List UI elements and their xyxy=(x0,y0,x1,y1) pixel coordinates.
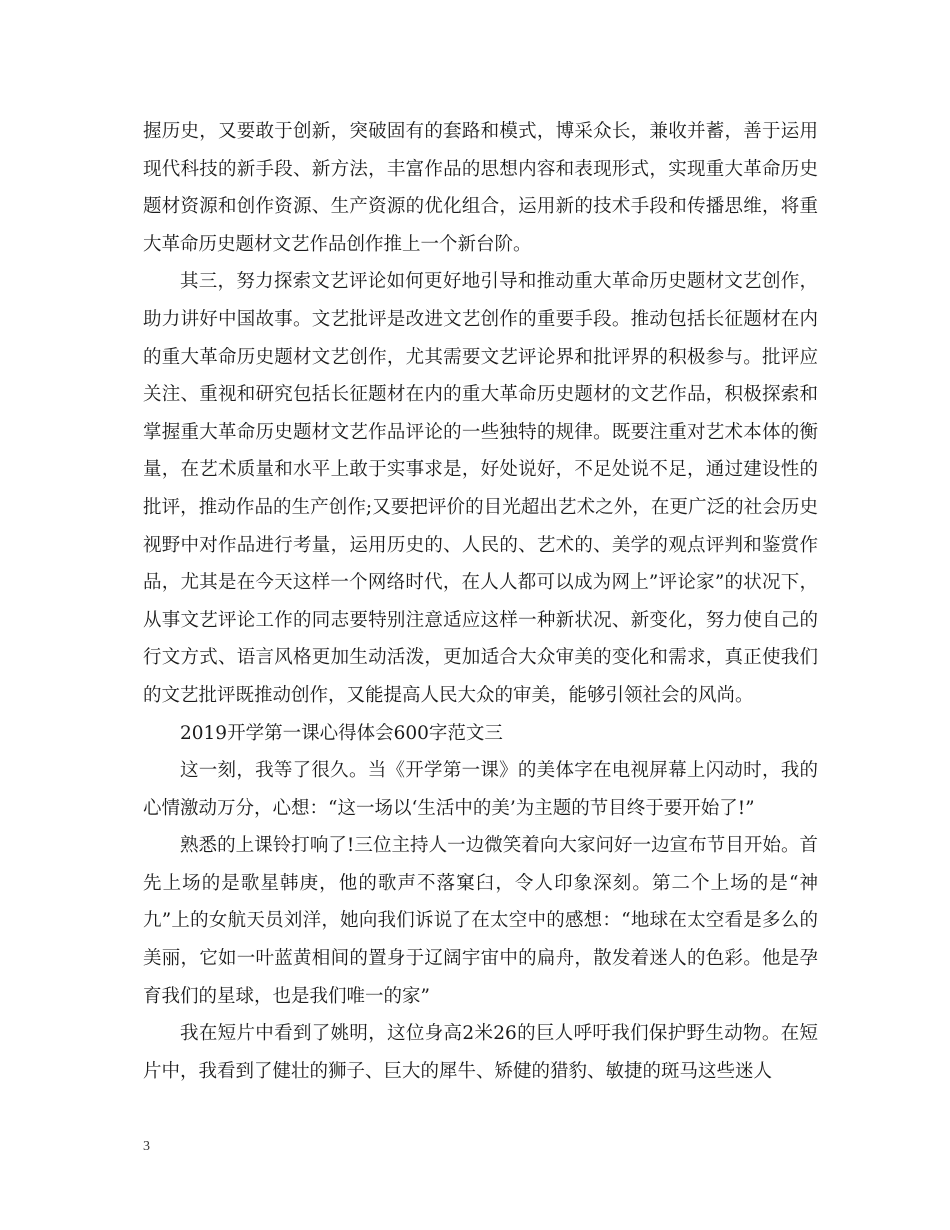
paragraph-yao-ming: 我在短片中看到了姚明，这位身高2米26的巨人呼吁我们保护野生动物。在短片中，我看到了健壮的狮子、巨大的犀牛、矫健的猎豹、敏捷的斑马这些迷人 xyxy=(143,1023,818,1082)
paragraph-program-start: 熟悉的上课铃打响了!三位主持人一边微笑着向大家问好一边宣布节目开始。首先上场的是歌星韩庚，他的歌声不落窠臼，令人印象深刻。第二个上场的是“神九”上的女航天员刘洋，她向我们诉说了在太空中的感想：“地球在太空看是多么的美丽，它如一叶蓝黄相间的置身于辽阔宇宙中的扁舟，散发着迷人的色彩。他是孕育我们的星球，也是我们唯一的家” xyxy=(143,835,818,1007)
paragraph-opening: 这一刻，我等了很久。当《开学第一课》的美体字在电视屏幕上闪动时，我的心情激动万分，心想：“这一场以‘生活中的美’为主题的节目终于要开始了!” xyxy=(143,760,818,819)
document-body xyxy=(143,113,818,1090)
section-heading: 2019开学第一课心得体会600字范文三 xyxy=(180,722,503,744)
paragraph-continuation: 握历史，又要敢于创新，突破固有的套路和模式，博采众长，兼收并蓄，善于运用现代科技的新手段、新方法，丰富作品的思想内容和表现形式，实现重大革命历史题材资源和创作资源、生产资源的优化组合，运用新的技术手段和传播思维，将重大革命历史题材文艺作品创作推上一个新台阶。 xyxy=(143,121,818,255)
paragraph-literary-criticism: 其三，努力探索文艺评论如何更好地引导和推动重大革命历史题材文艺创作，助力讲好中国故事。文艺批评是改进文艺创作的重要手段。推动包括长征题材在内的重大革命历史题材文艺创作，尤其需要文艺评论界和批评界的积极参与。批评应关注、重视和研究包括长征题材在内的重大革命历史题材的文艺作品，积极探索和掌握重大革命历史题材文艺作品评论的一些独特的规律。既要注重对艺术本体的衡量，在艺术质量和水平上敢于实事求是，好处说好，不足处说不足，通过建设性的批评，推动作品的生产创作;又要把评价的目光超出艺术之外，在更广泛的社会历史视野中对作品进行考量，运用历史的、人民的、艺术的、美学的观点评判和鉴赏作品，尤其是在今天这样一个网络时代，在人人都可以成为网上”评论家”的状况下，从事文艺评论工作的同志要特别注意适应这样一种新状况、新变化，努力使自己的行文方式、语言风格更加生动活泼，更加适合大众审美的变化和需求，真正使我们的文艺批评既推动创作，又能提高人民大众的审美，能够引领社会的风尚。 xyxy=(143,271,818,706)
page-number: 3 xyxy=(143,1139,150,1154)
